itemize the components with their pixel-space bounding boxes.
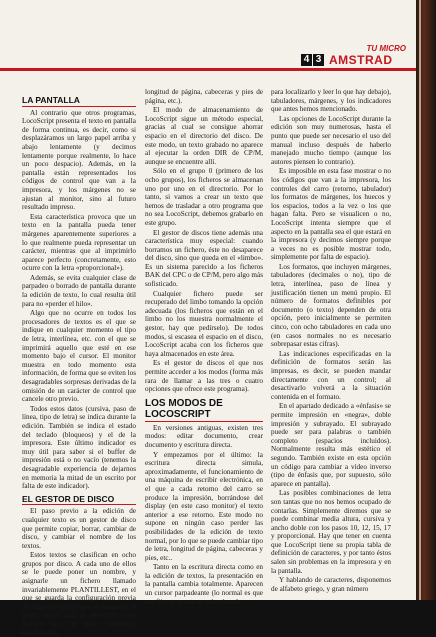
section-heading: EL GESTOR DE DISCO bbox=[22, 495, 136, 506]
paragraph: Los formatos, que incluyen márgenes, tabuladores (decimales o no), tipo de letra, interlínea, paso de línea y justificación tienen un menú propio. El número de formatos definibles por documento (o texto) dependen de otra opción, pero inicialmente se permiten cinco, con ocho tabuladores en cada uno (en casos normales no es necesario sobrepasar estas cifras). bbox=[271, 262, 391, 349]
section-heading: LOS MODOS DE LOCOSCRIPT bbox=[145, 398, 263, 422]
paragraph: Las opciones de LocoScript durante la edición son muy numerosas, hasta el punto que puede ser necesario el uso del manual incluso después de haberlo manejado mucho tiempo (aunque los autores piensen lo contrario). bbox=[271, 114, 391, 166]
paragraph: El modo de almacenamiento de LocoScript sigue un método especial, gracias al cual se consigue ahorrar espacio en el directorio del disco. De este modo, un texto grabado no aparece al ejecutar la orden DIR de CP/M, aunque se encuentre allí. bbox=[145, 106, 263, 166]
page-header bbox=[0, 44, 416, 72]
paragraph: Las indicaciones especificadas en la definición de formatos serán las impresas, es decir, se pueden mandar directamente con un control; al desactivarlo volverá a la situación contenida en el formato. bbox=[271, 349, 391, 401]
paragraph: Sólo en el grupo 0 (primero de los ocho grupos), los ficheros se almacenan uno por uno en el directorio. Por lo tanto, si vamos a crear un texto que hemos de trasladar a otro programa que no sea LocoScript, debemos grabarlo en este grupo. bbox=[145, 167, 263, 227]
paragraph: Cualquier fichero puede ser recuperado del limbo tomando la opción adecuada (los ficheros que están en el limbo no los muestra normalmente el gestor, hay que pedírselo). De todos modos, si escasea el espacio en el disco, LocoScript acaba con los ficheros que haya almacenados en este área. bbox=[145, 289, 263, 358]
paragraph: Algo que no ocurre en todos los procesadores de textos es el que se indique en cualquier momento el tipo de letra, interlínea, etc. con el que se imprimirá aquello que esté en ese momento bajo el cursor. El monitor muestra en todo momento esta información, de forma que se eviten los desagradables sorpresas derivadas de la omisión de un carácter de control que cancele otro previo. bbox=[22, 309, 136, 404]
paragraph: Es imposible en esta fase mostrar o no los códigos que van a la impresora, los controles del carro (retorno, tabulador) los formatos de márgenes, los huecos y los espacios, todos a la vez o los que hagan falta. Pero se visualicen o no, LocoScript intenta siempre que el aspecto en la pantalla sea el que estará en la impresora (y decimos siempre porque a veces no es posible mostrar todo, simplemente por falta de espacio). bbox=[271, 167, 391, 262]
page-number bbox=[301, 54, 324, 66]
section-brand: AMSTRAD bbox=[329, 53, 393, 67]
magazine-name: TU MICRO bbox=[366, 44, 406, 53]
paragraph: Además, se evita cualquier clase de parpadeo o borrado de pantalla durante la edición de texto, lo cual resulta útil para no «perder el hilo». bbox=[22, 273, 136, 308]
paragraph: Y hablando de caracteres, disponemos de alfabeto griego, y gran número bbox=[271, 576, 391, 593]
paragraph: Es el gestor de discos el que nos permite acceder a los modos (forma más rara de llamar a las tres o cuatro opciones que ofrece este programa). bbox=[145, 359, 263, 394]
paragraph: Esta característica provoca que un texto en la pantalla pueda tener márgenes aparentemente superiores a lo que realmente pueda representar un carácter, mientras que al imprimirlo aparece perfecto (concretamente, esto ocurre con la letra «proporcional»). bbox=[22, 212, 136, 273]
paragraph: Estos textos se clasifican en ocho grupos por disco. A cada uno de ellos se le puede poner un nombre, y asignarle un fichero llamado invariablemente PLANTILLEST, en el que se guarda la configuración previa de todos los textos que se hagan en el grupo en el cual se encuentre (esto incluye tipo de letra, márgenes, tabulaciones, bbox=[22, 551, 136, 637]
paragraph: Tanto en la escritura directa como en la edición de textos, la presentación en la pantalla cambia totalmente. Aparecen un cursor parpadeante (lo normal es que sea fijo, pero este es más cómodo bbox=[145, 563, 263, 606]
text-column-1 bbox=[22, 92, 136, 637]
paragraph: El gestor de discos tiene además una característica muy especial: cuando borramos un fichero, éste no desaparece del disco, sino que queda en el «limbo». Es un sistema parecido a los ficheros BAK del CPC o de CP/M, pero algo más sofisticado. bbox=[145, 228, 263, 289]
text-column-3 bbox=[271, 88, 391, 592]
paragraph: En versiones antiguas, existen tres modos: editar documento, crear documento y escritura directa. bbox=[145, 423, 263, 449]
paragraph: El paso previo a la edición de cualquier texto es un gestor de disco que permite copiar, borrar, cambiar de disco, y cambiar el nombre de los textos. bbox=[22, 507, 136, 550]
paragraph: Todos estos datos (cursiva, paso de línea, tipo de letra) se indica durante la edición. También se indica el estado del teclado (bloqueos) y el de la impresora. Este último indicador es muy útil para saber si el buffer de impresión está o no vacío (tenemos la desagradable experiencia de dejarnos en memoria la mitad de un escrito por falta de este indicador). bbox=[22, 404, 136, 491]
paragraph: para localizarlo y leer lo que hay debajo), tabuladores, márgenes, y los indicadores que antes hemos mencionado. bbox=[271, 88, 391, 114]
page-number-digit: 4 bbox=[301, 54, 312, 66]
page-binding-line bbox=[419, 0, 421, 600]
paragraph: longitud de página, cabeceras y pies de página, etc.). bbox=[145, 88, 263, 105]
paragraph: En el apartado dedicado a «énfasis» se permite impresión en «negra», doble impresión y subrayado. El subrayado puede ser para palabras o también completo (espacios incluidos). Normalmente resulta más estético el segundo. También existe en esta opción un código para cambiar a vídeo inverso (tipo de énfasis que, por supuesto, sólo aparece en pantalla). bbox=[271, 402, 391, 488]
text-column-2 bbox=[145, 88, 263, 606]
paragraph: Las posibles combinaciones de letra son tantas que no nos hemos ocupado de contarlas. Simplemente diremos que se puede combinar media altura, cursiva y ancho doble con los pasos 10, 12, 15, 17 y proporcional. Hay que tener en cuenta que LocoScript tiene su propia tabla de definición de caracteres, y por tanto éstos salen sin problemas en la impresora y en la pantalla. bbox=[271, 489, 391, 575]
paragraph: Al contrario que otros programas, LocoScript presenta el texto en pantalla de forma continua, es decir, como si desplazáramos un largo papel arriba y abajo lentamente (y decimos lentamente porque realmente, lo hace un poco despacio). Además, en la pantalla están representados los códigos de control que van a la impresora, y los márgenes no se ajustan al monitor, sino al futuro resultado impreso. bbox=[22, 108, 136, 212]
paragraph: Y empezamos por el último: la escritura directa simula, aproximadamente, el funcionamiento de una máquina de escribir electrónica, en el que a cada retorno del carro se produce la impresión, borrándose del display (en este caso monitor) el texto anterior a ese retorno. Este modo no supone en ningún caso perder las posibilidades de la edición de texto normal, por lo que se puede cambiar tipo de letra, longitud de página, cabeceras y pies, etc.. bbox=[145, 450, 263, 562]
page-number-digit: 3 bbox=[313, 54, 324, 66]
header-rule bbox=[0, 68, 416, 71]
section-heading: LA PANTALLA bbox=[22, 96, 136, 107]
